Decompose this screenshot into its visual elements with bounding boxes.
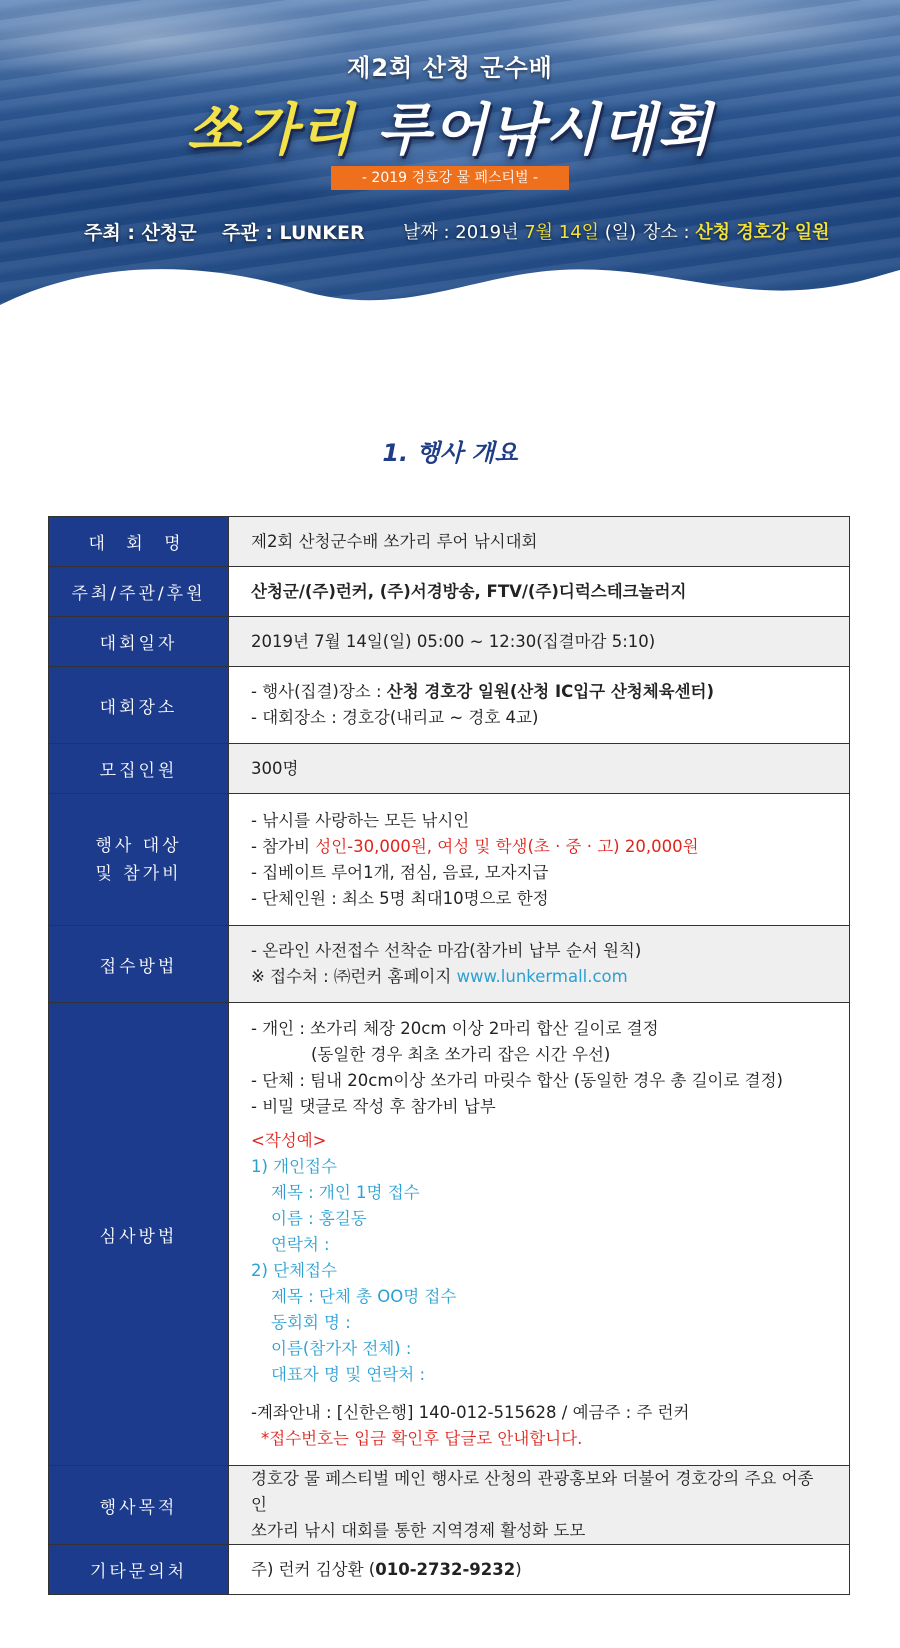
event-date xyxy=(403,218,636,244)
judging-line-4: - 비밀 댓글로 작성 후 참가비 납부 xyxy=(251,1097,496,1116)
organizer-label: 주관 : LUNKER xyxy=(222,222,365,244)
registration-line-1: - 온라인 사전접수 선착순 마감(참가비 납부 순서 원칙) xyxy=(251,941,642,960)
participants-line-3: - 집베이트 루어1개, 점심, 음료, 모자지급 xyxy=(251,862,549,882)
homepage-link[interactable]: www.lunkermall.com xyxy=(456,967,628,986)
section-title: 1. 행사 개요 xyxy=(382,439,518,467)
festival-badge: - 2019 경호강 물 페스티벌 - xyxy=(331,166,569,190)
participants-line-4: - 단체인원 : 최소 5명 최대10명으로 한정 xyxy=(251,888,549,908)
table-row-purpose xyxy=(49,1466,850,1545)
example-individual-contact: 연락처 : xyxy=(271,1235,330,1254)
row-label-line-2: 및 참가비 xyxy=(95,863,182,884)
event-overview-table xyxy=(48,516,850,1595)
row-value: 300명 xyxy=(229,744,850,794)
judging-line-1: - 개인 : 쏘가리 체장 20cm 이상 2마리 합산 길이로 결정 xyxy=(251,1019,659,1038)
row-value xyxy=(229,1545,850,1595)
fee-prefix: - 참가비 xyxy=(251,836,316,856)
place-highlight: 산청 경호강 일원 xyxy=(695,222,830,243)
place-prefix: 장소 : xyxy=(643,222,696,243)
purpose-line-1: 경호강 물 페스티벌 메인 행사로 산청의 관광홍보와 더불어 경호강의 주요 어종인 xyxy=(251,1469,814,1514)
example-group-club: 동회회 명 : xyxy=(271,1313,351,1332)
table-row-venue xyxy=(49,667,850,744)
table-row-event-name xyxy=(49,517,850,567)
account-info: -계좌안내 : [신한은행] 140-012-515628 / 예금주 : 주 런커 xyxy=(251,1403,690,1422)
row-label: 기타문의처 xyxy=(49,1545,229,1595)
event-info-line xyxy=(0,218,900,246)
date-suffix: (일) xyxy=(599,222,637,243)
row-value xyxy=(229,794,850,926)
row-label-line-1: 행사 대상 xyxy=(95,835,182,856)
example-group: 2) 단체접수 xyxy=(251,1261,337,1280)
row-label: 대회일자 xyxy=(49,617,229,667)
table-row-participants xyxy=(49,794,850,926)
registration-line-2 xyxy=(251,964,827,990)
row-value xyxy=(229,1003,850,1466)
row-label: 접수방법 xyxy=(49,926,229,1003)
host-label: 주최 : 산청군 xyxy=(84,222,197,244)
contact-suffix: ) xyxy=(515,1559,522,1579)
date-highlight: 7월 14일 xyxy=(524,222,600,243)
registration-prefix: ※ 접수처 : ㈜런커 홈페이지 xyxy=(251,967,457,986)
judging-line-2: (동일한 경우 최초 쏘가리 잡은 시간 우선) xyxy=(311,1045,611,1064)
example-group-subject: 제목 : 단체 총 OO명 접수 xyxy=(271,1287,457,1306)
row-value xyxy=(229,667,850,744)
venue-line-1-prefix: - 행사(집결)장소 : xyxy=(251,682,387,701)
example-group-names: 이름(참가자 전체) : xyxy=(271,1339,412,1358)
row-label xyxy=(49,794,229,926)
hero-banner xyxy=(0,0,900,320)
receipt-notice: *접수번호는 입금 확인후 답글로 안내합니다. xyxy=(261,1429,583,1448)
row-value xyxy=(229,1466,850,1545)
date-prefix: 날짜 : 2019년 xyxy=(403,222,525,243)
event-subtitle: 제2회 산청 군수배 xyxy=(347,54,553,82)
purpose-line-2: 쏘가리 낚시 대회를 통한 지역경제 활성화 도모 xyxy=(251,1521,586,1540)
example-individual-name: 이름 : 홍길동 xyxy=(271,1209,367,1228)
fee-amount: 성인-30,000원, 여성 및 학생(초 · 중 · 고) 20,000원 xyxy=(315,836,699,856)
event-title-part1: 쏘가리 xyxy=(186,98,356,163)
row-label: 행사목적 xyxy=(49,1466,229,1545)
table-row-judging xyxy=(49,1003,850,1466)
event-title xyxy=(0,86,900,166)
row-value: 산청군/(주)런커, (주)서경방송, FTV/(주)디럭스테크놀러지 xyxy=(229,567,850,617)
event-title-part2: 루어낚시대회 xyxy=(376,98,714,163)
row-value: 제2회 산청군수배 쏘가리 루어 낚시대회 xyxy=(229,517,850,567)
example-title: <작성예> xyxy=(251,1131,327,1150)
table-row-hosts xyxy=(49,567,850,617)
table-row-date xyxy=(49,617,850,667)
row-value xyxy=(229,926,850,1003)
contact-prefix: 주) 런커 김상환 ( xyxy=(251,1559,376,1579)
row-label: 심사방법 xyxy=(49,1003,229,1466)
participants-line-2 xyxy=(251,834,827,860)
judging-line-3: - 단체 : 팀내 20cm이상 쏘가리 마릿수 합산 (동일한 경우 총 길이로 결정) xyxy=(251,1071,783,1090)
participants-line-1: - 낚시를 사랑하는 모든 낚시인 xyxy=(251,810,470,830)
example-group-leader: 대표자 명 및 연락처 : xyxy=(271,1365,426,1384)
table-row-contact xyxy=(49,1545,850,1595)
row-label: 주최/주관/후원 xyxy=(49,567,229,617)
table-row-capacity xyxy=(49,744,850,794)
row-label: 대회장소 xyxy=(49,667,229,744)
row-value: 2019년 7월 14일(일) 05:00 ~ 12:30(집결마감 5:10) xyxy=(229,617,850,667)
wave-divider xyxy=(0,250,900,320)
example-individual: 1) 개인접수 xyxy=(251,1157,337,1176)
table-row-registration xyxy=(49,926,850,1003)
row-label: 대 회 명 xyxy=(49,517,229,567)
contact-phone: 010-2732-9232 xyxy=(375,1559,516,1579)
venue-line-1 xyxy=(251,679,827,705)
example-individual-subject: 제목 : 개인 1명 접수 xyxy=(271,1183,420,1202)
venue-line-1-bold: 산청 경호강 일원(산청 IC입구 산청체육센터) xyxy=(386,682,715,701)
venue-line-2: - 대회장소 : 경호강(내리교 ~ 경호 4교) xyxy=(251,708,539,727)
row-label: 모집인원 xyxy=(49,744,229,794)
event-place xyxy=(643,218,830,244)
